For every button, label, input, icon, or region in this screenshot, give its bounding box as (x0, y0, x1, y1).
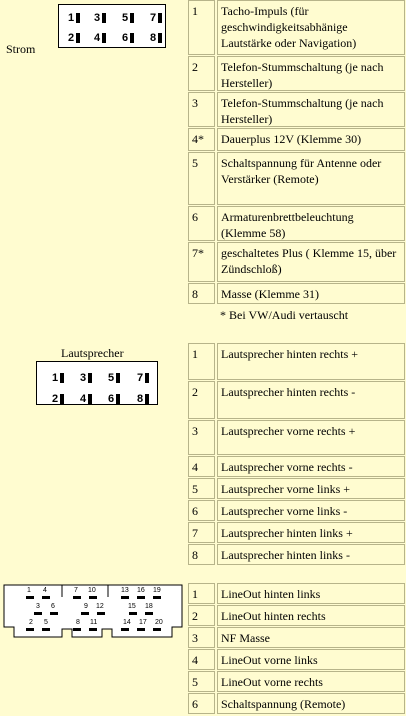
pin-number: 7 (188, 522, 215, 543)
pin-contact (153, 628, 161, 631)
pin-number: 6 (188, 693, 215, 714)
pin-description: LineOut hinten links (217, 583, 405, 604)
pin-contact (145, 373, 149, 383)
pin-label: 4 (43, 587, 47, 594)
pin-label: 4 (80, 393, 87, 405)
pin-label: 7 (74, 587, 78, 594)
pin-description: Lautsprecher vorne rechts - (217, 456, 405, 477)
pin-contact (145, 612, 153, 615)
table-row (188, 343, 405, 380)
pin-description: Schaltspannung für Antenne oder Verstärker (Remote) (217, 152, 405, 205)
pin-contact (89, 596, 97, 599)
table-row (188, 56, 405, 91)
pin-label: 13 (121, 587, 129, 594)
pin-number: 2 (188, 605, 215, 626)
power-connector-label: Strom (6, 42, 36, 56)
pin-number: 8 (188, 544, 215, 565)
pin-label: 7 (150, 12, 157, 24)
pin-contact (26, 596, 34, 599)
pin-description: Lautsprecher hinten links - (217, 544, 405, 565)
pin-number: 8 (188, 283, 215, 304)
table-row (188, 242, 405, 282)
pin-contact (60, 373, 64, 383)
pin-label: 6 (108, 393, 115, 405)
pin-description: Schaltspannung (Remote) (217, 693, 405, 714)
speaker-connector-section (0, 343, 406, 565)
pin-description: Lautsprecher vorne rechts + (217, 420, 405, 455)
pin-label: 16 (137, 587, 145, 594)
speaker-connector-label: Lautsprecher (61, 346, 124, 360)
pin-label: 7 (137, 372, 144, 384)
pin-label: 1 (27, 587, 31, 594)
table-row (188, 627, 405, 648)
pin-label: 8 (76, 619, 80, 626)
table-row (188, 583, 405, 604)
pin-contact (153, 596, 161, 599)
pin-label: 5 (44, 619, 48, 626)
power-connector-section (0, 0, 406, 328)
pin-contact (137, 628, 145, 631)
pin-contact (50, 612, 58, 615)
pin-contact (26, 628, 34, 631)
pin-contact (129, 612, 137, 615)
pin-label: 12 (96, 603, 104, 610)
pin-number: 3 (188, 627, 215, 648)
pin-number: 1 (188, 0, 215, 55)
pin-description: LineOut vorne links (217, 649, 405, 670)
pin-description: NF Masse (217, 627, 405, 648)
pin-label: 11 (90, 619, 98, 626)
table-row (188, 420, 405, 455)
pin-label: 1 (68, 12, 75, 24)
pin-description: Lautsprecher hinten links + (217, 522, 405, 543)
table-row (188, 206, 405, 241)
pin-description: Lautsprecher hinten rechts - (217, 381, 405, 419)
pin-contact (76, 33, 80, 43)
pin-contact (73, 628, 81, 631)
table-row (188, 456, 405, 477)
table-row (188, 649, 405, 670)
pin-contact (130, 13, 134, 23)
lineout-connector-section (0, 583, 406, 716)
table-row (188, 605, 405, 626)
pin-description: LineOut hinten rechts (217, 605, 405, 626)
pin-number: 4* (188, 128, 215, 151)
pin-description: Tacho-Impuls (für geschwindigkeitsabhänige Lautstärke oder Navigation) (217, 0, 405, 55)
pin-number: 1 (188, 583, 215, 604)
pin-label: 14 (123, 619, 131, 626)
pin-description: Dauerplus 12V (Klemme 30) (217, 128, 405, 151)
pin-number: 1 (188, 343, 215, 380)
pin-number: 2 (188, 381, 215, 419)
pin-label: 3 (80, 372, 87, 384)
pin-label: 15 (128, 603, 136, 610)
table-row (188, 128, 405, 151)
pin-contact (130, 33, 134, 43)
pin-description: Masse (Klemme 31) (217, 283, 405, 304)
table-row (188, 0, 405, 55)
pin-number: 5 (188, 671, 215, 692)
table-row (188, 500, 405, 521)
pin-label: 1 (52, 372, 59, 384)
pin-label: 6 (51, 603, 55, 610)
pin-contact (89, 628, 97, 631)
pin-number: 3 (188, 92, 215, 127)
pin-label: 18 (145, 603, 153, 610)
pin-contact (42, 628, 50, 631)
pin-contact (81, 612, 89, 615)
pin-number: 5 (188, 152, 215, 205)
pin-contact (88, 373, 92, 383)
pin-contact (102, 33, 106, 43)
pin-number: 4 (188, 456, 215, 477)
pin-number: 3 (188, 420, 215, 455)
pin-contact (145, 394, 149, 404)
table-row (188, 152, 405, 205)
pin-label: 2 (52, 393, 59, 405)
pin-contact (76, 13, 80, 23)
pin-number: 4 (188, 649, 215, 670)
pin-contact (97, 612, 105, 615)
pin-contact (158, 13, 162, 23)
table-row (188, 92, 405, 127)
footnote-text: * Bei VW/Audi vertauscht (217, 305, 405, 327)
pin-description: Lautsprecher vorne links - (217, 500, 405, 521)
pin-label: 17 (139, 619, 147, 626)
pin-number: 6 (188, 500, 215, 521)
pin-description: Telefon-Stummschaltung (je nach Hersteller) (217, 56, 405, 91)
pin-number: 6 (188, 206, 215, 241)
table-row (188, 544, 405, 565)
table-row (188, 693, 405, 714)
table-row (188, 381, 405, 419)
table-row (188, 522, 405, 543)
pin-label: 5 (108, 372, 115, 384)
pin-description: Lautsprecher hinten rechts + (217, 343, 405, 380)
pin-label: 20 (155, 619, 163, 626)
pin-label: 5 (122, 12, 129, 24)
pin-contact (88, 394, 92, 404)
pin-description: Telefon-Stummschaltung (je nach Hersteller) (217, 92, 405, 127)
pin-label: 4 (94, 32, 101, 44)
table-row (188, 283, 405, 304)
pin-description: Armaturenbrettbeleuchtung (Klemme 58) (217, 206, 405, 241)
pin-label: 9 (84, 603, 88, 610)
pin-label: 3 (94, 12, 101, 24)
pin-contact (73, 596, 81, 599)
pin-contact (102, 13, 106, 23)
pin-contact (42, 596, 50, 599)
pin-description: Lautsprecher vorne links + (217, 478, 405, 499)
table-footnote (188, 305, 405, 327)
pin-contact (158, 33, 162, 43)
table-row (188, 671, 405, 692)
pin-number: 2 (188, 56, 215, 91)
pin-label: 6 (122, 32, 129, 44)
pin-number: 5 (188, 478, 215, 499)
power-connector-diagram (0, 0, 188, 80)
pin-description: LineOut vorne rechts (217, 671, 405, 692)
pin-contact (121, 628, 129, 631)
pin-label: 2 (29, 619, 33, 626)
pin-label: 3 (36, 603, 40, 610)
pin-label: 2 (68, 32, 75, 44)
pin-label: 10 (88, 587, 96, 594)
table-row (188, 478, 405, 499)
pin-contact (116, 373, 120, 383)
speaker-connector-diagram (0, 343, 188, 423)
pin-label: 19 (153, 587, 161, 594)
pin-label: 8 (150, 32, 157, 44)
pin-contact (60, 394, 64, 404)
lineout-connector-diagram (0, 583, 188, 643)
pin-label: 8 (137, 393, 144, 405)
pin-description: geschaltetes Plus ( Klemme 15, über Zündschloß) (217, 242, 405, 282)
pin-contact (121, 596, 129, 599)
pin-contact (137, 596, 145, 599)
pin-contact (34, 612, 42, 615)
pin-number: 7* (188, 242, 215, 282)
pin-contact (116, 394, 120, 404)
